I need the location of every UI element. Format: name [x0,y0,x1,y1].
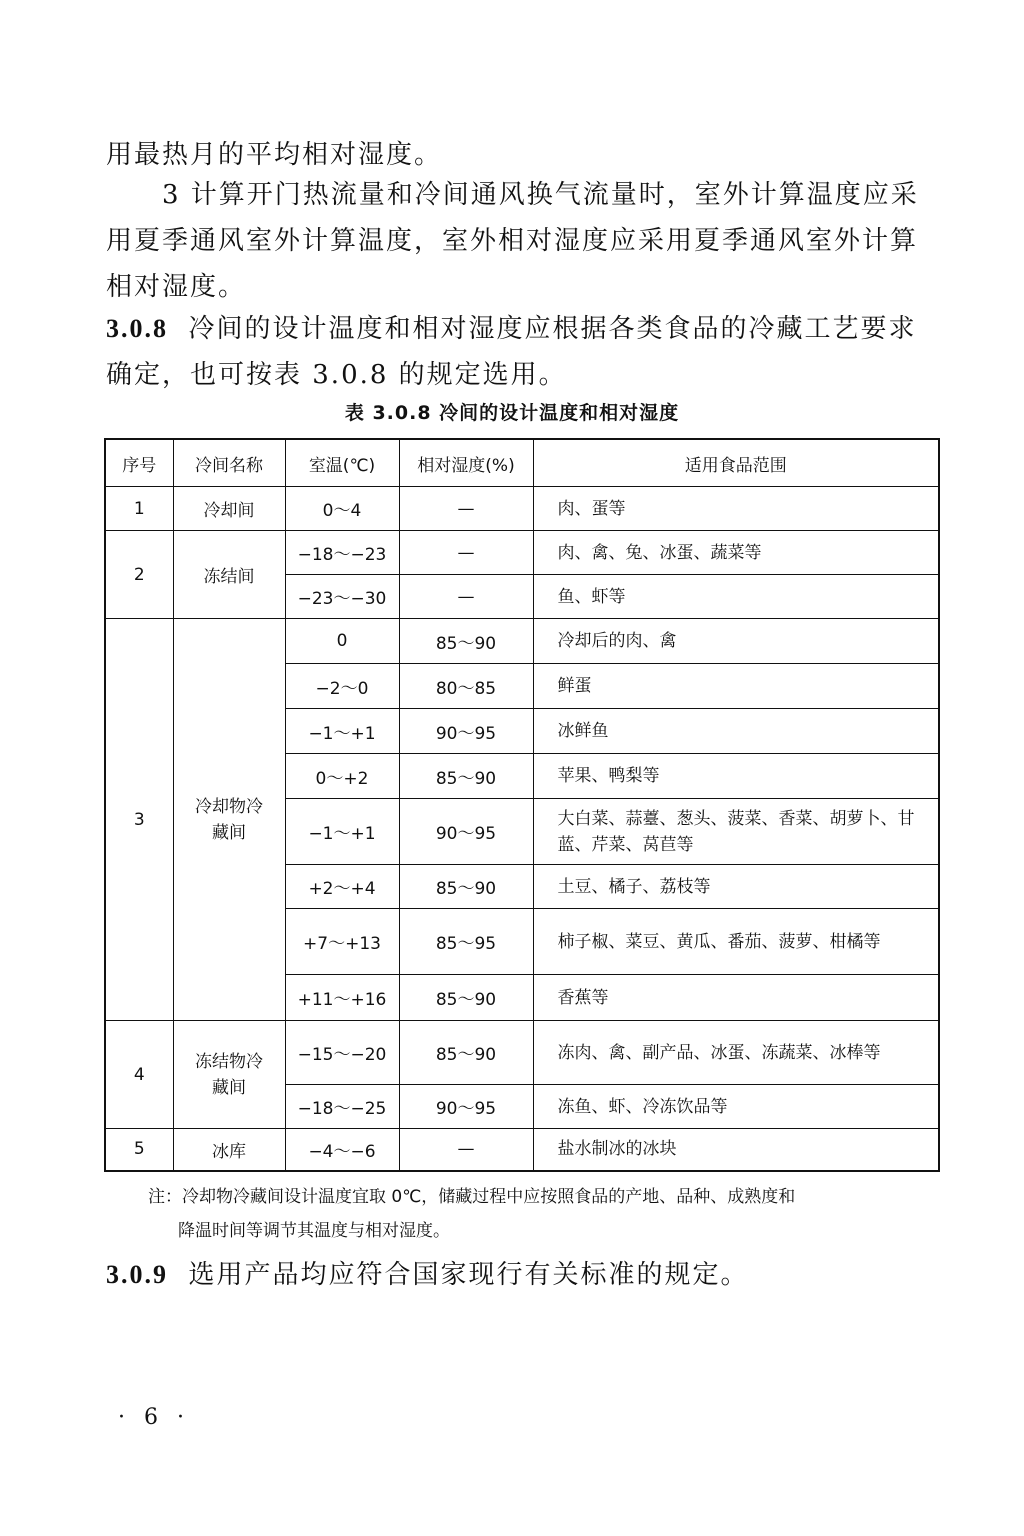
food-cell: 柿子椒、菜豆、黄瓜、番茄、菠萝、柑橘等 [533,909,939,975]
humidity-cell: 90～95 [399,1085,533,1129]
row-index: 1 [105,487,173,531]
room-name: 冻结物冷藏间 [173,1021,285,1129]
humidity-cell: — [399,487,533,531]
table-row [105,531,939,575]
humidity-cell: 85～90 [399,865,533,909]
row-index: 4 [105,1021,173,1129]
temperature-cell: −18～−25 [285,1085,399,1129]
humidity-cell: — [399,531,533,575]
header-humidity: 相对湿度(%) [399,439,533,487]
temperature-cell: +2～+4 [285,865,399,909]
paragraph-item-3: 3 计算开门热流量和冷间通风换气流量时，室外计算温度应采用夏季通风室外计算温度，室外相对湿度应采用夏季通风室外计算相对湿度。 [106,180,919,302]
table-caption: 表 3.0.8 冷间的设计温度和相对湿度 [344,402,680,424]
paragraph-3-0-9 [106,1252,938,1298]
page-number: · 6 · [118,1405,190,1430]
clause-text-3-0-9: 选用产品均应符合国家现行有关标准的规定。 [188,1260,749,1290]
food-cell: 肉、禽、兔、冰蛋、蔬菜等 [533,531,939,575]
food-cell: 苹果、鸭梨等 [533,754,939,799]
room-name: 冻结间 [173,531,285,619]
row-index: 2 [105,531,173,619]
humidity-cell: 85～95 [399,909,533,975]
food-cell: 肉、蛋等 [533,487,939,531]
note-line-2: 降温时间等调节其温度与相对湿度。 [178,1221,450,1241]
room-name: 冷却物冷藏间 [173,619,285,1021]
clause-number-3-0-9: 3.0.9 [106,1260,168,1289]
food-cell: 冷却后的肉、禽 [533,619,939,664]
temperature-cell: +7～+13 [285,909,399,975]
temperature-cell: −2～0 [285,664,399,709]
header-temperature: 室温(℃) [285,439,399,487]
row-index: 3 [105,619,173,1021]
paragraph-3-0-8 [106,306,938,398]
table-row [105,619,939,664]
table-header-row [105,439,939,487]
temperature-cell: −1～+1 [285,799,399,865]
temperature-cell: −1～+1 [285,709,399,754]
food-cell: 香蕉等 [533,975,939,1021]
humidity-cell: 80～85 [399,664,533,709]
design-temperature-table [104,438,940,1172]
humidity-cell: 85～90 [399,1021,533,1085]
humidity-cell: 90～95 [399,709,533,754]
food-cell: 鲜蛋 [533,664,939,709]
food-cell: 冰鲜鱼 [533,709,939,754]
humidity-cell: 90～95 [399,799,533,865]
header-index: 序号 [105,439,173,487]
clause-number-3-0-8: 3.0.8 [106,314,168,343]
temperature-cell: −4～−6 [285,1129,399,1171]
header-room-name: 冷间名称 [173,439,285,487]
table-row [105,487,939,531]
humidity-cell: — [399,1129,533,1171]
temperature-cell: 0～+2 [285,754,399,799]
room-name: 冰库 [173,1129,285,1171]
temperature-cell: +11～+16 [285,975,399,1021]
food-cell: 土豆、橘子、荔枝等 [533,865,939,909]
note-line-1: 注：冷却物冷藏间设计温度宜取 0℃，储藏过程中应按照食品的产地、品种、成熟度和 [148,1187,796,1207]
temperature-cell: −23～−30 [285,575,399,619]
temperature-cell: 0～4 [285,487,399,531]
humidity-cell: — [399,575,533,619]
food-cell: 大白菜、蒜薹、葱头、菠菜、香菜、胡萝卜、甘蓝、芹菜、莴苣等 [533,799,939,865]
row-index: 5 [105,1129,173,1171]
table-row [105,1129,939,1171]
food-cell: 冻肉、禽、副产品、冰蛋、冻蔬菜、冰棒等 [533,1021,939,1085]
header-food-range: 适用食品范围 [533,439,939,487]
humidity-cell: 85～90 [399,975,533,1021]
food-cell: 盐水制冰的冰块 [533,1129,939,1171]
paragraph-continuation: 用最热月的平均相对湿度。 [106,140,443,170]
humidity-cell: 85～90 [399,619,533,664]
table-row [105,1021,939,1085]
table-note [148,1180,948,1248]
clause-text-3-0-8: 冷间的设计温度和相对湿度应根据各类食品的冷藏工艺要求确定，也可按表 3.0.8 的规定选用。 [106,314,917,390]
temperature-cell: −15～−20 [285,1021,399,1085]
food-cell: 鱼、虾等 [533,575,939,619]
temperature-cell: −18～−23 [285,531,399,575]
room-name: 冷却间 [173,487,285,531]
food-cell: 冻鱼、虾、冷冻饮品等 [533,1085,939,1129]
temperature-cell: 0 [285,619,399,664]
humidity-cell: 85～90 [399,754,533,799]
